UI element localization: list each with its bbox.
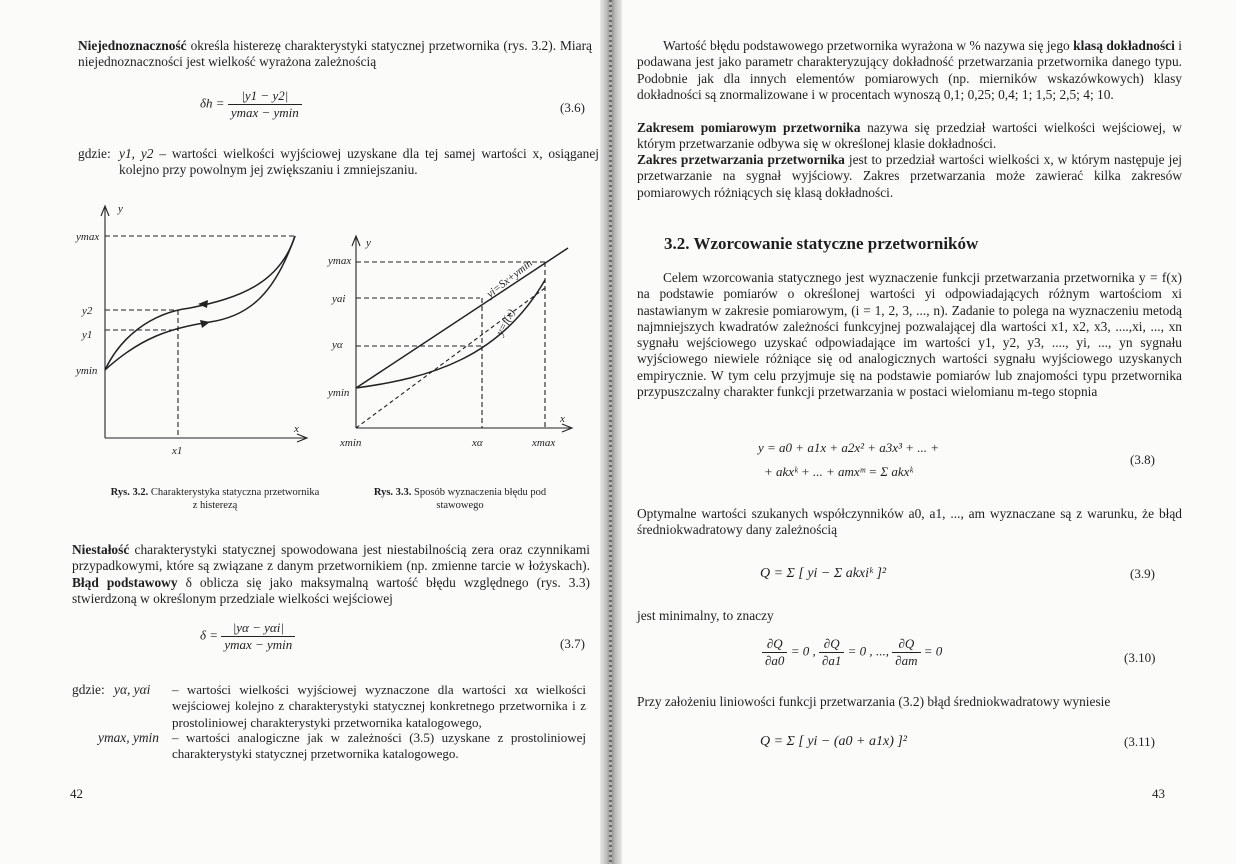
where2-label: gdzie: (72, 682, 105, 697)
eq310-frac-a0 (762, 636, 787, 669)
para-instability (72, 542, 590, 607)
eq37-denominator: ymax − ymin (221, 636, 295, 653)
fig33-curve-label: y=f(x) (494, 307, 518, 338)
fig33-diagonal-dash (356, 288, 545, 428)
fig33-characteristic-curve (356, 280, 545, 388)
fig32-caption (110, 486, 320, 512)
section-title: 3.2. Wzorcowanie statyczne przetworników (664, 234, 979, 253)
fig33-straight-line (356, 248, 568, 388)
fig32-label-y1: y1 (82, 329, 93, 341)
eq36-denominator: ymax − ymin (228, 104, 302, 121)
para-instability-text2: δ oblicza się jako maksymalną wartość błędu względnego (rys. 3.3) stwierdzoną w określonym przedziale wielkości wejściowej (72, 574, 590, 606)
fig32-label-y2: y2 (82, 305, 93, 317)
eq310-den-a1: ∂a1 (819, 652, 844, 669)
eq37-lhs: δ = (200, 627, 219, 643)
fig33-label-xa: xα (472, 437, 483, 449)
para-optimal-coefficients: Optymalne wartości szukanych współczynników a0, a1, ..., am wyznaczane są z warunku, że błąd średniokwadratowy dany zależnością (637, 506, 1182, 538)
eq38-number: (3.8) (1130, 452, 1155, 467)
fig32-caption-text: Charakterystyka statyczna przetwornika z histerezą (148, 487, 320, 511)
equation-3-11: Q = Σ [ yi − (a0 + a1x) ]² (760, 734, 908, 749)
right-page (622, 0, 1236, 864)
para1-text1: Wartość błędu podstawowego przetwornika wyrażona w % nazywa się jego (663, 38, 1074, 53)
book-gutter (600, 0, 622, 864)
fig33-label-xmax: xmax (532, 437, 556, 449)
fig32-caption-label: Rys. 3.2. (110, 487, 149, 498)
para-nonuniqueness-text: określa histerezę charakterystyki statycznej przetwornika (rys. 3.2). Miarą niejednoznaczności jest wielkość wyrażona zależnością (78, 38, 592, 70)
eq310-num-am: ∂Q (898, 636, 915, 651)
fig33-label-yai: yai (332, 293, 346, 305)
eq36-number: (3.6) (560, 100, 585, 115)
where2-text2: – wartości analogiczne jak w zależności (3.5) uzyskane z prostoliniowej charakterystyki statycznej przetwornika katalogowego. (172, 730, 586, 762)
eq37-fraction (221, 620, 295, 653)
fig32-label-y: y (118, 203, 123, 215)
fig33-line-label: yi=Sx+ymin (484, 257, 535, 301)
eq310-eq-a1: = 0 , (847, 643, 873, 659)
para-nonuniqueness (78, 38, 592, 71)
fig33-label-xmin: xmin (340, 437, 362, 449)
term-instability: Niestałość (72, 542, 130, 557)
eq311-number: (3.11) (1124, 734, 1155, 749)
equation-3-10 (762, 636, 942, 669)
term-nonuniqueness: Niejednoznaczność (78, 38, 187, 53)
para-measuring-range (637, 120, 1182, 153)
eq36-fraction (228, 88, 302, 121)
fig33-label-y: y (366, 237, 371, 249)
eq310-num-a0: ∂Q (766, 636, 783, 651)
para-instability-text1: charakterystyki statycznej spowodowana jest niestabilnością zera oraz czynnikami przypadkowymi, które są związane z danym przetwornikiem (np. zmienne tarcie w łożyskach). (72, 542, 590, 574)
para-linearity: Przy założeniu liniowości funkcji przetwarzania (3.2) błąd średniokwadratowy wyniesie (637, 694, 1111, 709)
para3-text: jest to przedział wartości wielkości x, w którym następuje jej przetwarzanie na sygnał wyjściowy. Zakres przetwarzania może zawierać kilka zakresów pomiarowych różniących się klasą dokładności. (637, 152, 1182, 200)
where1-text: – wartości wielkości wyjściowej uzyskane dla tej samej wartości x, osiąganej kolejno przy powolnym jej zwiększaniu i zmniejszaniu. (119, 146, 599, 178)
fig32-label-ymax: ymax (76, 231, 100, 243)
eq37-number: (3.7) (560, 636, 585, 651)
fig32-label-x: x (294, 423, 299, 435)
eq36-numerator: |y1 − y2| (241, 88, 289, 103)
fig32-lower-curve (105, 236, 295, 370)
equation-3-9: Q = Σ [ yi − Σ akxiᵏ ]² (760, 566, 887, 581)
eq36-lhs: δh = (200, 95, 225, 111)
figure-3-2 (60, 198, 320, 468)
eq310-dots: ..., (875, 643, 889, 659)
fig32-arrow-backward (198, 300, 208, 308)
where2-text1: – wartości wielkości wyjściowej wyznaczone dla wartości xα wielkości wejściowej kolejno z charakterystyki statycznej konkretnego przetwornika i z prostoliniowej charakterystyki przetwornika katalogowego, (172, 682, 586, 730)
eq310-number: (3.10) (1124, 650, 1156, 665)
eq38-line2: + akxᵏ + ... + amxᵐ = Σ akxᵏ (764, 464, 914, 479)
eq310-num-a1: ∂Q (823, 636, 840, 651)
term-conversion-range: Zakres przetwarzania przetwornika (637, 152, 845, 167)
fig32-label-ymin: ymin (76, 365, 98, 377)
fig33-label-ymax: ymax (328, 255, 352, 267)
term-measuring-range: Zakresem pomiarowym przetwornika (637, 120, 861, 135)
fig32-upper-curve (105, 236, 295, 370)
eq39-number: (3.9) (1130, 566, 1155, 581)
para-calibration-goal: Celem wzorcowania statycznego jest wyznaczenie funkcji przetwarzania przetwornika y = f(x) na podstawie pomiarów o określonej wartości yi odpowiadających różnym wartościom xi nastawianym w zakresie pomiarowym, (i = 1, 2, 3, ..., n). Zadanie to polega na wyznaczeniu metodą najmniejszych kwadratów zależności funkcyjnej pozwalającej dla wartości x1, x2, x3, ....,xi, ..., xn sygnału wejściowego uzyskać odpowiadające im wartości y1, y2, y3, ...., yi, ..., yn sygnału wyjściowego niewiele różniące się od analogicznych wartości sygnału wyjściowego uzyskanych empirycznie. W tym celu przyjmuje się na podstawie pomiarów lub znajomości typu przetwornika przypuszczalny charakter funkcji przetwarzania w postaci wielomianu m-tego stopnia (637, 270, 1182, 400)
where1-vars: y1, y2 (119, 146, 154, 161)
fig33-label-ymin: ymin (328, 387, 350, 399)
where1-definition (119, 146, 599, 179)
eq37-numerator: |yα − yαi| (232, 620, 284, 635)
where1-label: gdzie: (78, 146, 111, 161)
where2-vars2: ymax, ymin (98, 730, 159, 745)
equation-3-7 (200, 620, 295, 653)
fig33-caption-text: Sposób wyznaczenia błędu pod stawowego (411, 487, 547, 511)
fig33-caption (350, 486, 570, 512)
fig33-caption-label: Rys. 3.3. (373, 487, 412, 498)
fig33-label-ya: yα (332, 339, 343, 351)
para-minimal: jest minimalny, to znaczy (637, 608, 774, 623)
eq310-den-a0: ∂a0 (762, 652, 787, 669)
para1-text2: i podawana jest jako parametr charakteryzujący dokładność przetwarzania przetwornika danego typu. Podobnie jak dla innych elementów pomiarowych (np. mierników wskazówkowych) klasy dokładności są znormalizowane i w procentach wynoszą 0,1; 0,25; 0,4; 1; 1,5; 2,5; 4; 10. (637, 38, 1182, 102)
page-number-right: 43 (1152, 786, 1165, 801)
fig33-label-x: x (560, 413, 565, 425)
eq310-frac-am (892, 636, 920, 669)
eq310-eq-am: = 0 (923, 643, 943, 659)
where2-vars1: yα, yαi (114, 682, 151, 697)
left-page (0, 0, 600, 864)
fig32-arrow-forward (200, 320, 210, 328)
fig32-label-x1: x1 (172, 445, 183, 457)
term-basic-error: Błąd podstawowy (72, 574, 178, 590)
page-number-left: 42 (70, 786, 83, 801)
equation-3-8 (758, 436, 939, 484)
term-accuracy-class: klasą dokładności (1073, 38, 1175, 53)
para2-text: nazywa się przedział wartości wielkości wejściowej, w którym przetwarzanie odbywa się w określonej klasie dokładności. (637, 120, 1182, 152)
eq38-line1: y = a0 + a1x + a2x² + a3x³ + ... + (758, 440, 940, 455)
eq310-eq-a0: = 0 , (790, 643, 816, 659)
para-conversion-range (637, 152, 1182, 201)
eq310-den-am: ∂am (892, 652, 920, 669)
figure-3-3 (320, 228, 590, 468)
eq310-frac-a1 (819, 636, 844, 669)
para-accuracy-class (637, 38, 1182, 103)
equation-3-6 (200, 88, 302, 121)
